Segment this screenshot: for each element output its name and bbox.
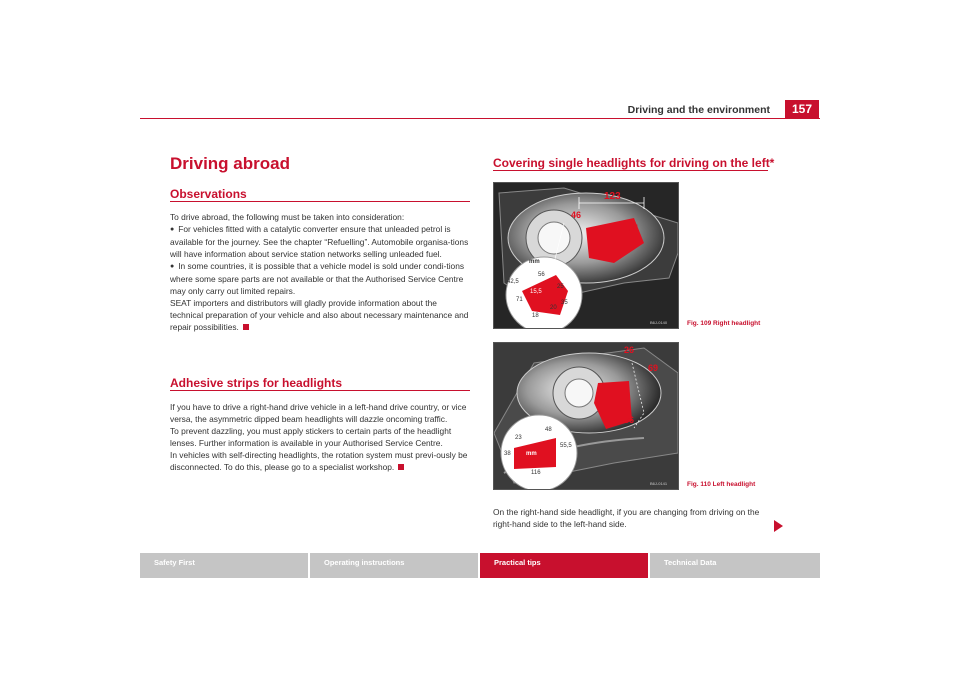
unit-label: mm bbox=[529, 259, 540, 265]
dim-123: 123 bbox=[604, 191, 621, 202]
dim-48: 48 bbox=[545, 427, 552, 433]
dim-38: 38 bbox=[504, 451, 511, 457]
dim-55-5: 55,5 bbox=[560, 443, 572, 449]
dim-15-5: 15,5 bbox=[530, 289, 542, 295]
observations-closing: SEAT importers and distributors will gladly provide information about the technical preparation of your vehicle and also about necessary maintenance and repair possibilities. bbox=[170, 298, 469, 332]
next-page-arrow-icon[interactable] bbox=[774, 520, 783, 532]
observations-heading: Observations bbox=[170, 187, 247, 201]
dim-69: 69 bbox=[648, 363, 659, 373]
adhesive-text bbox=[170, 401, 470, 473]
figure-code: B6J-0140 bbox=[650, 320, 668, 325]
tab-operating-instructions[interactable]: Operating instructions bbox=[310, 553, 478, 578]
bullet-item: ● For vehicles fitted with a catalytic converter ensure that unleaded petrol is available for the journey. See the chapter “Refuelling”. Automobile organisa-tions will have information about service station networks selling unleaded fuel. bbox=[170, 223, 470, 260]
right-headlight-figure bbox=[493, 182, 679, 329]
dim-23: 23 bbox=[515, 435, 522, 441]
fig110-caption: Fig. 110 Left headlight bbox=[687, 481, 756, 488]
observations-rule bbox=[170, 201, 470, 202]
adhesive-para: To prevent dazzling, you must apply stickers to certain parts of the headlight lenses. Further information is available in your Authorised Service Centre. bbox=[170, 426, 452, 448]
tab-technical-data[interactable]: Technical Data bbox=[650, 553, 820, 578]
covering-body: On the right-hand side headlight, if you are changing from driving on the right-hand side to the left-hand side. bbox=[493, 507, 760, 529]
dim-20: 20 bbox=[550, 305, 557, 311]
dim-46: 46 bbox=[571, 210, 582, 220]
chapter-title: Driving and the environment bbox=[627, 104, 770, 116]
end-marker bbox=[243, 324, 249, 330]
section-title: Driving abroad bbox=[170, 154, 290, 173]
left-headlight-figure bbox=[493, 342, 679, 490]
dim-116: 116 bbox=[531, 470, 541, 476]
end-marker bbox=[398, 464, 404, 470]
dim-36: 36 bbox=[624, 415, 635, 425]
dim-71: 71 bbox=[516, 297, 523, 303]
dim-25: 25 bbox=[557, 284, 564, 290]
bullet-item: ● In some countries, it is possible that a vehicle model is sold under condi-tions where some spare parts are not available or that the Authorised Service Centre may only carry out limited repairs. bbox=[170, 260, 470, 297]
dim-56: 56 bbox=[538, 272, 545, 278]
covering-rule bbox=[493, 170, 768, 171]
adhesive-para: If you have to drive a right-hand drive vehicle in a left-hand drive country, or vice versa, the asymmetric dipped beam headlights will dazzle oncoming traffic. bbox=[170, 402, 467, 424]
dim-31: 31 bbox=[629, 223, 640, 233]
header-rule bbox=[140, 118, 820, 119]
covering-heading: Covering single headlights for driving on the left* bbox=[493, 156, 775, 170]
dim-35: 35 bbox=[561, 300, 568, 306]
tab-safety-first[interactable]: Safety First bbox=[140, 553, 308, 578]
page-number: 157 bbox=[785, 100, 819, 118]
tab-practical-tips[interactable]: Practical tips bbox=[480, 553, 648, 578]
unit-label: mm bbox=[526, 451, 537, 457]
fig109-caption: Fig. 109 Right headlight bbox=[687, 320, 761, 327]
adhesive-para: In vehicles with self-directing headlights, the rotation system must previ-ously be disconnected. To do this, please go to a specialist workshop. bbox=[170, 450, 468, 472]
observations-intro: To drive abroad, the following must be taken into consideration: bbox=[170, 212, 405, 222]
adhesive-heading: Adhesive strips for headlights bbox=[170, 376, 343, 390]
dim-18: 18 bbox=[532, 313, 539, 319]
observations-text bbox=[170, 211, 470, 333]
adhesive-rule bbox=[170, 390, 470, 391]
dim-26: 26 bbox=[624, 345, 635, 355]
figure-code: B6J-0141 bbox=[650, 481, 668, 486]
dim-42-5: 42,5 bbox=[507, 279, 519, 285]
